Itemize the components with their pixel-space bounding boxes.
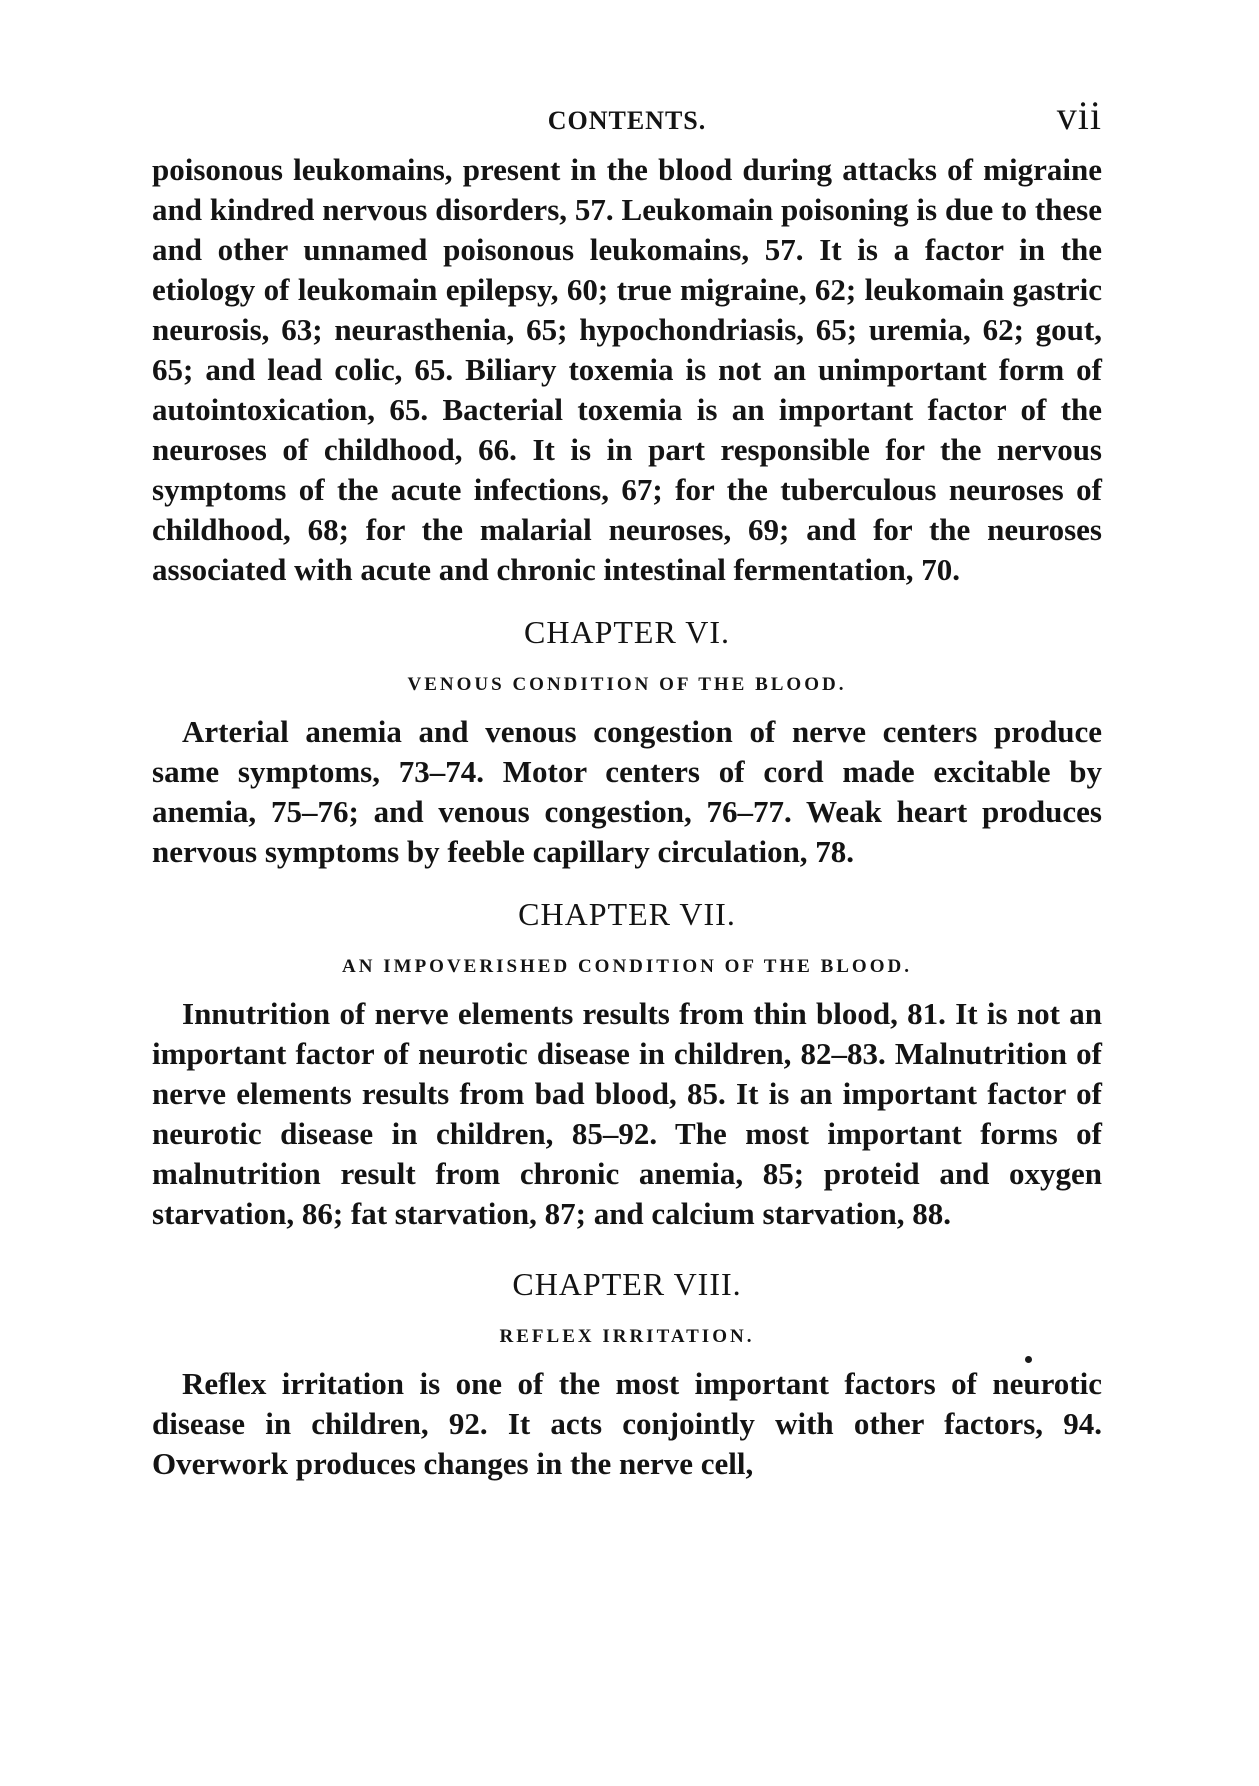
- chapter-heading: CHAPTER VII.: [518, 896, 736, 932]
- chapter-subtitle: VENOUS CONDITION OF THE BLOOD.: [407, 674, 847, 695]
- chapter-heading: CHAPTER VI.: [524, 614, 730, 650]
- page-number: vii: [1056, 93, 1102, 138]
- page: [152, 88, 1102, 1484]
- stray-dot-mark: [1025, 1356, 1032, 1363]
- chapter-paragraph: Reflex irritation is one of the most important factors of neurotic disease in children, 92. It acts conjointly with other factors, 94. Overwork produces changes in the nerve cell,: [152, 1366, 1102, 1481]
- chapter-heading: CHAPTER VIII.: [512, 1266, 742, 1302]
- page-header: [152, 88, 1102, 150]
- intro-paragraph: poisonous leukomains, present in the blood during attacks of migraine and kindred nervous disorders, 57. Leukomain poisoning is due to these and other unnamed poisonous leukomains, 57. It is a factor in the etiology of leukomain epilepsy, 60; true migraine, 62; leukomain gastric neurosis, 63; neurasthenia, 65; hypochondriasis, 65; uremia, 62; gout, 65; and lead colic, 65. Biliary toxemia is not an unimportant form of autointoxication, 65. Bacterial toxemia is an important factor of the neuroses of childhood, 66. It is in part responsible for the nervous symptoms of the acute infections, 67; for the tuberculous neuroses of childhood, 68; for the malarial neuroses, 69; and for the neuroses associated with acute and chronic intestinal fermentation, 70.: [152, 152, 1102, 587]
- chapter-vi: [152, 612, 1102, 872]
- chapter-paragraph: Innutrition of nerve elements results from thin blood, 81. It is not an important factor of neurotic disease in children, 82–83. Malnutrition of nerve elements results from bad blood, 85. It is an important factor of neurotic disease in children, 85–92. The most important forms of malnutrition result from chronic anemia, 85; proteid and oxygen starvation, 86; fat starvation, 87; and calcium starvation, 88.: [152, 996, 1102, 1231]
- chapter-vii: [152, 894, 1102, 1234]
- running-head: CONTENTS.: [547, 106, 707, 135]
- chapter-subtitle: REFLEX IRRITATION.: [499, 1326, 755, 1347]
- chapter-subtitle: AN IMPOVERISHED CONDITION OF THE BLOOD.: [342, 956, 912, 977]
- chapter-paragraph: Arterial anemia and venous congestion of nerve centers produce same symptoms, 73–74. Motor centers of cord made excitable by anemia, 75–76; and venous congestion, 76–77. Weak heart produces nervous symptoms by feeble capillary circulation, 78.: [152, 714, 1102, 869]
- chapter-viii: [152, 1264, 1102, 1484]
